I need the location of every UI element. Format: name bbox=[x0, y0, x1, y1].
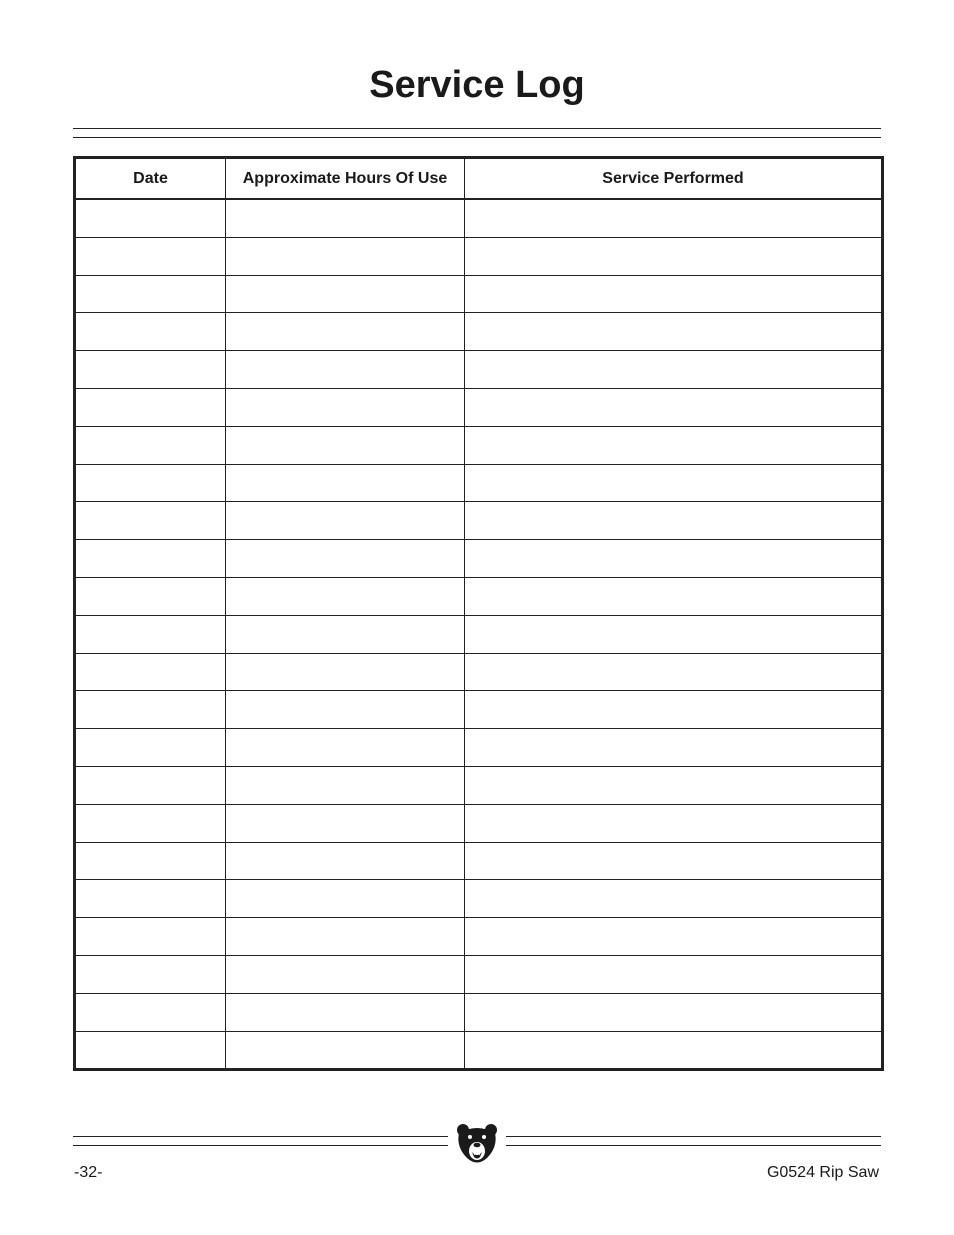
table-row bbox=[75, 313, 883, 351]
hours-cell bbox=[226, 199, 465, 237]
date-cell bbox=[75, 691, 226, 729]
hours-cell bbox=[226, 464, 465, 502]
column-header-hours: Approximate Hours Of Use bbox=[226, 158, 465, 200]
table-row bbox=[75, 199, 883, 237]
service-cell bbox=[465, 766, 883, 804]
table-row bbox=[75, 842, 883, 880]
hours-cell bbox=[226, 653, 465, 691]
table-row bbox=[75, 1031, 883, 1070]
table-row bbox=[75, 918, 883, 956]
service-cell bbox=[465, 237, 883, 275]
service-cell bbox=[465, 615, 883, 653]
service-cell bbox=[465, 955, 883, 993]
hours-cell bbox=[226, 351, 465, 389]
hours-cell bbox=[226, 691, 465, 729]
hours-cell bbox=[226, 426, 465, 464]
hours-cell bbox=[226, 766, 465, 804]
hours-cell bbox=[226, 955, 465, 993]
hours-cell bbox=[226, 993, 465, 1031]
hours-cell bbox=[226, 577, 465, 615]
bear-head-icon bbox=[454, 1121, 500, 1167]
table-row bbox=[75, 426, 883, 464]
date-cell bbox=[75, 351, 226, 389]
service-log-table bbox=[73, 156, 884, 1071]
table-row bbox=[75, 464, 883, 502]
date-cell bbox=[75, 502, 226, 540]
hours-cell bbox=[226, 237, 465, 275]
table-row bbox=[75, 955, 883, 993]
table-row bbox=[75, 502, 883, 540]
date-cell bbox=[75, 275, 226, 313]
hours-cell bbox=[226, 729, 465, 767]
date-cell bbox=[75, 615, 226, 653]
date-cell bbox=[75, 804, 226, 842]
table-row bbox=[75, 615, 883, 653]
table-row bbox=[75, 275, 883, 313]
service-cell bbox=[465, 464, 883, 502]
page-number: -32- bbox=[74, 1164, 103, 1181]
table-row bbox=[75, 388, 883, 426]
hours-cell bbox=[226, 540, 465, 578]
date-cell bbox=[75, 577, 226, 615]
date-cell bbox=[75, 426, 226, 464]
date-cell bbox=[75, 540, 226, 578]
footer-rule-left-top bbox=[73, 1136, 448, 1137]
service-cell bbox=[465, 653, 883, 691]
service-cell bbox=[465, 1031, 883, 1070]
table-row bbox=[75, 993, 883, 1031]
service-cell bbox=[465, 691, 883, 729]
footer-rule-right-top bbox=[506, 1136, 881, 1137]
column-header-date: Date bbox=[75, 158, 226, 200]
hours-cell bbox=[226, 502, 465, 540]
hours-cell bbox=[226, 1031, 465, 1070]
date-cell bbox=[75, 237, 226, 275]
model-name: G0524 Rip Saw bbox=[766, 1164, 879, 1181]
table-row bbox=[75, 653, 883, 691]
service-cell bbox=[465, 540, 883, 578]
service-cell bbox=[465, 729, 883, 767]
service-cell bbox=[465, 199, 883, 237]
table-row bbox=[75, 351, 883, 389]
service-cell bbox=[465, 502, 883, 540]
footer-rule-right-bottom bbox=[506, 1145, 881, 1146]
table-row bbox=[75, 577, 883, 615]
table-body bbox=[75, 199, 883, 1070]
date-cell bbox=[75, 199, 226, 237]
service-cell bbox=[465, 880, 883, 918]
service-cell bbox=[465, 313, 883, 351]
header-rule-top bbox=[73, 128, 881, 129]
service-cell bbox=[465, 804, 883, 842]
table-row bbox=[75, 766, 883, 804]
date-cell bbox=[75, 918, 226, 956]
hours-cell bbox=[226, 275, 465, 313]
table-row bbox=[75, 729, 883, 767]
table-header-row bbox=[75, 158, 883, 200]
service-cell bbox=[465, 993, 883, 1031]
service-cell bbox=[465, 577, 883, 615]
table-row bbox=[75, 540, 883, 578]
hours-cell bbox=[226, 880, 465, 918]
date-cell bbox=[75, 653, 226, 691]
service-cell bbox=[465, 426, 883, 464]
hours-cell bbox=[226, 842, 465, 880]
page-title: Service Log bbox=[369, 64, 585, 106]
date-cell bbox=[75, 880, 226, 918]
header-rule-bottom bbox=[73, 137, 881, 138]
table-row bbox=[75, 691, 883, 729]
date-cell bbox=[75, 313, 226, 351]
footer-rule-left-bottom bbox=[73, 1145, 448, 1146]
service-cell bbox=[465, 842, 883, 880]
hours-cell bbox=[226, 615, 465, 653]
service-cell bbox=[465, 918, 883, 956]
date-cell bbox=[75, 388, 226, 426]
hours-cell bbox=[226, 804, 465, 842]
date-cell bbox=[75, 842, 226, 880]
date-cell bbox=[75, 766, 226, 804]
date-cell bbox=[75, 993, 226, 1031]
date-cell bbox=[75, 729, 226, 767]
service-cell bbox=[465, 388, 883, 426]
column-header-service: Service Performed bbox=[465, 158, 883, 200]
hours-cell bbox=[226, 313, 465, 351]
date-cell bbox=[75, 1031, 226, 1070]
date-cell bbox=[75, 464, 226, 502]
table-row bbox=[75, 237, 883, 275]
date-cell bbox=[75, 955, 226, 993]
service-cell bbox=[465, 275, 883, 313]
service-cell bbox=[465, 351, 883, 389]
hours-cell bbox=[226, 388, 465, 426]
table-row bbox=[75, 880, 883, 918]
table-row bbox=[75, 804, 883, 842]
hours-cell bbox=[226, 918, 465, 956]
